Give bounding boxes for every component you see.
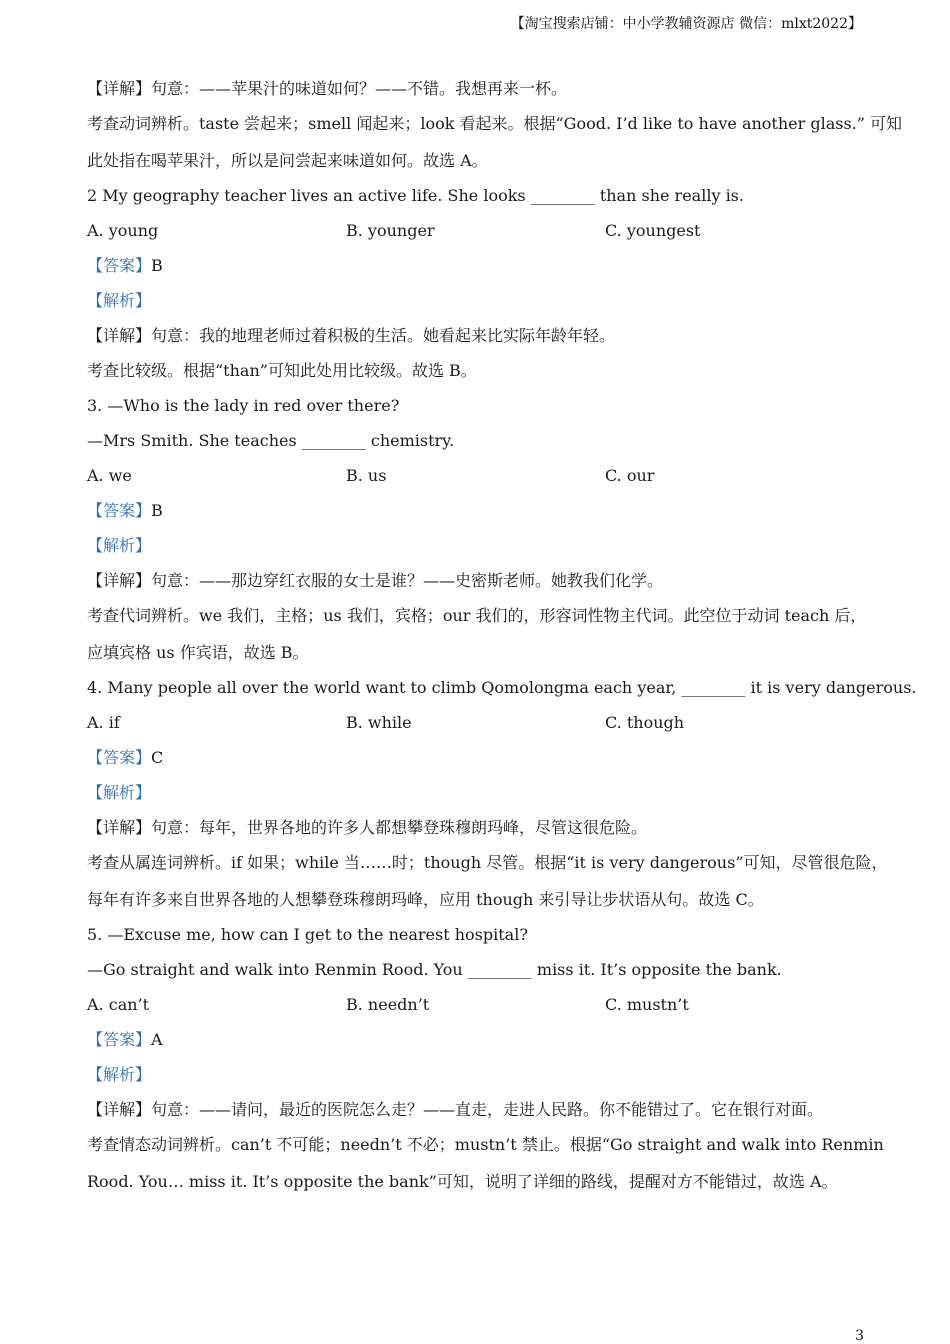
q2-stem: 2 My geography teacher lives an active life. She looks ________ than she really is. <box>87 186 744 205</box>
q2-option-c: C. youngest <box>605 221 701 240</box>
q5-jiexi-label: 【解析】 <box>87 1065 152 1084</box>
q1-detail: 【详解】句意：——苹果汁的味道如何？——不错。我想再来一杯。 <box>87 79 568 98</box>
q4-stem: 4. Many people all over the world want to climb Qomolongma each year, ________ it is very dangerous. <box>87 678 917 697</box>
q4-options <box>87 713 877 733</box>
q4-option-a: A. if <box>87 713 120 732</box>
answer-value: C <box>151 748 164 767</box>
q1-analysis-2: 此处指在喝苹果汁，所以是问尝起来味道如何。故选 A。 <box>87 151 488 170</box>
page-number: 3 <box>855 1328 864 1344</box>
q5-stem-1: 5. —Excuse me, how can I get to the nearest hospital? <box>87 925 528 944</box>
answer-label: 【答案】 <box>87 748 152 767</box>
q5-option-c: C. mustn’t <box>605 995 689 1014</box>
q2-answer <box>87 256 877 276</box>
q5-option-a: A. can’t <box>87 995 150 1014</box>
q2-option-b: B. younger <box>346 221 435 240</box>
page-header: 【淘宝搜索店铺：中小学教辅资源店 微信：mlxt2022】 <box>510 16 862 32</box>
q5-analysis-2: Rood. You… miss it. It’s opposite the bank”可知，说明了详细的路线，提醒对方不能错过，故选 A。 <box>87 1172 838 1191</box>
q3-detail: 【详解】句意：——那边穿红衣服的女士是谁？——史密斯老师。她教我们化学。 <box>87 571 664 590</box>
q1-analysis-1: 考查动词辨析。taste 尝起来；smell 闻起来；look 看起来。根据“Good. I’d like to have another glass.” 可知 <box>87 114 903 133</box>
q2-options <box>87 221 877 241</box>
answer-label: 【答案】 <box>87 1030 152 1049</box>
q3-analysis-1: 考查代词辨析。we 我们，主格；us 我们，宾格；our 我们的，形容词性物主代词。此空位于动词 teach 后， <box>87 606 867 625</box>
q3-option-b: B. us <box>346 466 387 485</box>
q4-answer <box>87 748 877 768</box>
q3-answer <box>87 501 877 521</box>
q3-stem-2: —Mrs Smith. She teaches ________ chemistry. <box>87 431 455 450</box>
q3-jiexi-label: 【解析】 <box>87 536 152 555</box>
document-body <box>87 79 917 1192</box>
q4-detail: 【详解】句意：每年，世界各地的许多人都想攀登珠穆朗玛峰，尽管这很危险。 <box>87 818 648 837</box>
q3-stem-1: 3. —Who is the lady in red over there? <box>87 396 400 415</box>
q5-stem-2: —Go straight and walk into Renmin Rood. You ________ miss it. It’s opposite the bank. <box>87 960 782 979</box>
q5-options <box>87 995 877 1015</box>
q2-analysis-1: 考查比较级。根据“than”可知此处用比较级。故选 B。 <box>87 361 477 380</box>
q4-jiexi-label: 【解析】 <box>87 783 152 802</box>
q5-detail: 【详解】句意：——请问，最近的医院怎么走？——直走，走进人民路。你不能错过了。它在银行对面。 <box>87 1100 824 1119</box>
q3-options <box>87 466 877 486</box>
q4-analysis-2: 每年有许多来自世界各地的人想攀登珠穆朗玛峰，应用 though 来引导让步状语从句。故选 C。 <box>87 890 764 909</box>
answer-label: 【答案】 <box>87 501 152 520</box>
q5-option-b: B. needn’t <box>346 995 430 1014</box>
q2-option-a: A. young <box>87 221 159 240</box>
q2-jiexi-label: 【解析】 <box>87 291 152 310</box>
q3-option-c: C. our <box>605 466 655 485</box>
answer-value: A <box>151 1030 163 1049</box>
q3-option-a: A. we <box>87 466 132 485</box>
answer-value: B <box>151 256 163 275</box>
q5-answer <box>87 1030 877 1050</box>
q4-option-b: B. while <box>346 713 412 732</box>
q3-analysis-2: 应填宾格 us 作宾语，故选 B。 <box>87 643 309 662</box>
q4-analysis-1: 考查从属连词辨析。if 如果；while 当……时；though 尽管。根据“it is very dangerous”可知，尽管很危险， <box>87 853 888 872</box>
answer-value: B <box>151 501 163 520</box>
q4-option-c: C. though <box>605 713 685 732</box>
q5-analysis-1: 考查情态动词辨析。can’t 不可能；needn’t 不必；mustn’t 禁止。根据“Go straight and walk into Renmin <box>87 1135 884 1154</box>
answer-label: 【答案】 <box>87 256 152 275</box>
q2-detail: 【详解】句意：我的地理老师过着积极的生活。她看起来比实际年龄年轻。 <box>87 326 616 345</box>
